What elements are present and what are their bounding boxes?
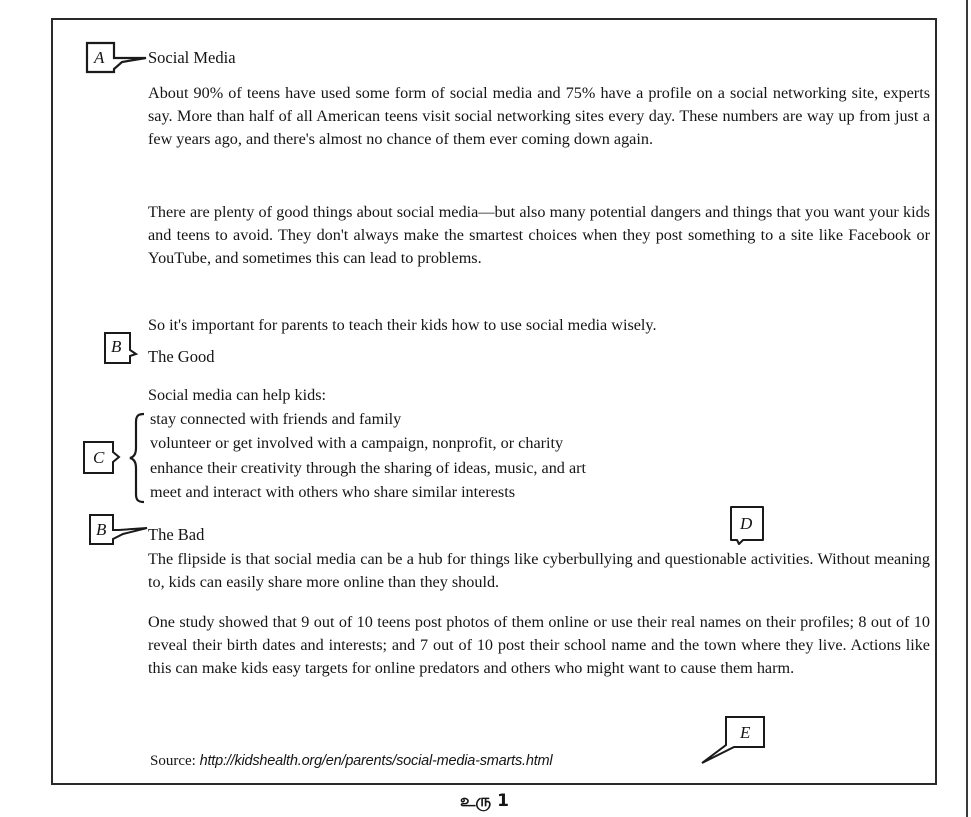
marker-c-label: C	[93, 448, 105, 467]
marker-e	[700, 715, 770, 767]
callout-bracket-icon	[83, 440, 129, 476]
marker-d	[729, 506, 767, 546]
paragraph: About 90% of teens have used some form of social media and 75% have a profile on a social networking site, experts say. More than half of all American teens visit social networking sites every day. These numbers are way up from just a few years ago, and there's almost no chance of them ever coming down again.	[148, 84, 930, 148]
source-citation	[150, 751, 552, 771]
marker-b-bad	[89, 514, 151, 546]
list-intro: Social media can help kids:	[148, 386, 327, 404]
callout-pointer-icon	[700, 715, 770, 767]
source-label: Source:	[150, 753, 196, 769]
section-heading-the-bad: The Bad	[148, 525, 205, 544]
curly-brace-icon	[128, 412, 148, 504]
list-item: volunteer or get involved with a campaign, nonprofit, or charity	[150, 434, 564, 452]
list-item: meet and interact with others who share similar interests	[150, 483, 516, 501]
source-url[interactable]: http://kidshealth.org/en/parents/social-media-smarts.html	[199, 753, 553, 769]
marker-a-label: A	[94, 48, 105, 67]
marker-d-label: D	[740, 514, 753, 533]
section-heading-social-media: Social Media	[148, 48, 236, 67]
marker-c	[83, 440, 129, 476]
list-item: enhance their creativity through the sharing of ideas, music, and art	[150, 459, 587, 477]
marker-b-good	[104, 332, 150, 364]
marker-e-label: E	[740, 723, 751, 742]
paragraph: The flipside is that social media can be a hub for things like cyberbullying and questionable activities. Without meaning to, kids can easily share more online than they should.	[148, 550, 930, 591]
marker-b-label: B	[96, 520, 107, 539]
marker-a	[86, 42, 146, 74]
list-item: stay connected with friends and family	[150, 410, 402, 428]
page-edge-line	[966, 0, 968, 817]
page-number: உரு 1	[460, 791, 509, 811]
paragraph: There are plenty of good things about social media—but also many potential dangers and things that you want your kids and teens to avoid. They don't always make the smartest choices when they post something to a site like Facebook or YouTube, and sometimes this can lead to problems.	[148, 203, 930, 267]
section-heading-the-good: The Good	[148, 347, 215, 366]
marker-b-label: B	[111, 337, 122, 356]
paragraph: One study showed that 9 out of 10 teens post photos of them online or use their real names on their profiles; 8 out of 10 reveal their birth dates and interests; and 7 out of 10 post their school name and the town where they live. Actions like this can make kids easy targets for online predators and others who might want to cause them harm.	[148, 613, 930, 677]
paragraph: So it's important for parents to teach their kids how to use social media wisely.	[148, 316, 657, 334]
